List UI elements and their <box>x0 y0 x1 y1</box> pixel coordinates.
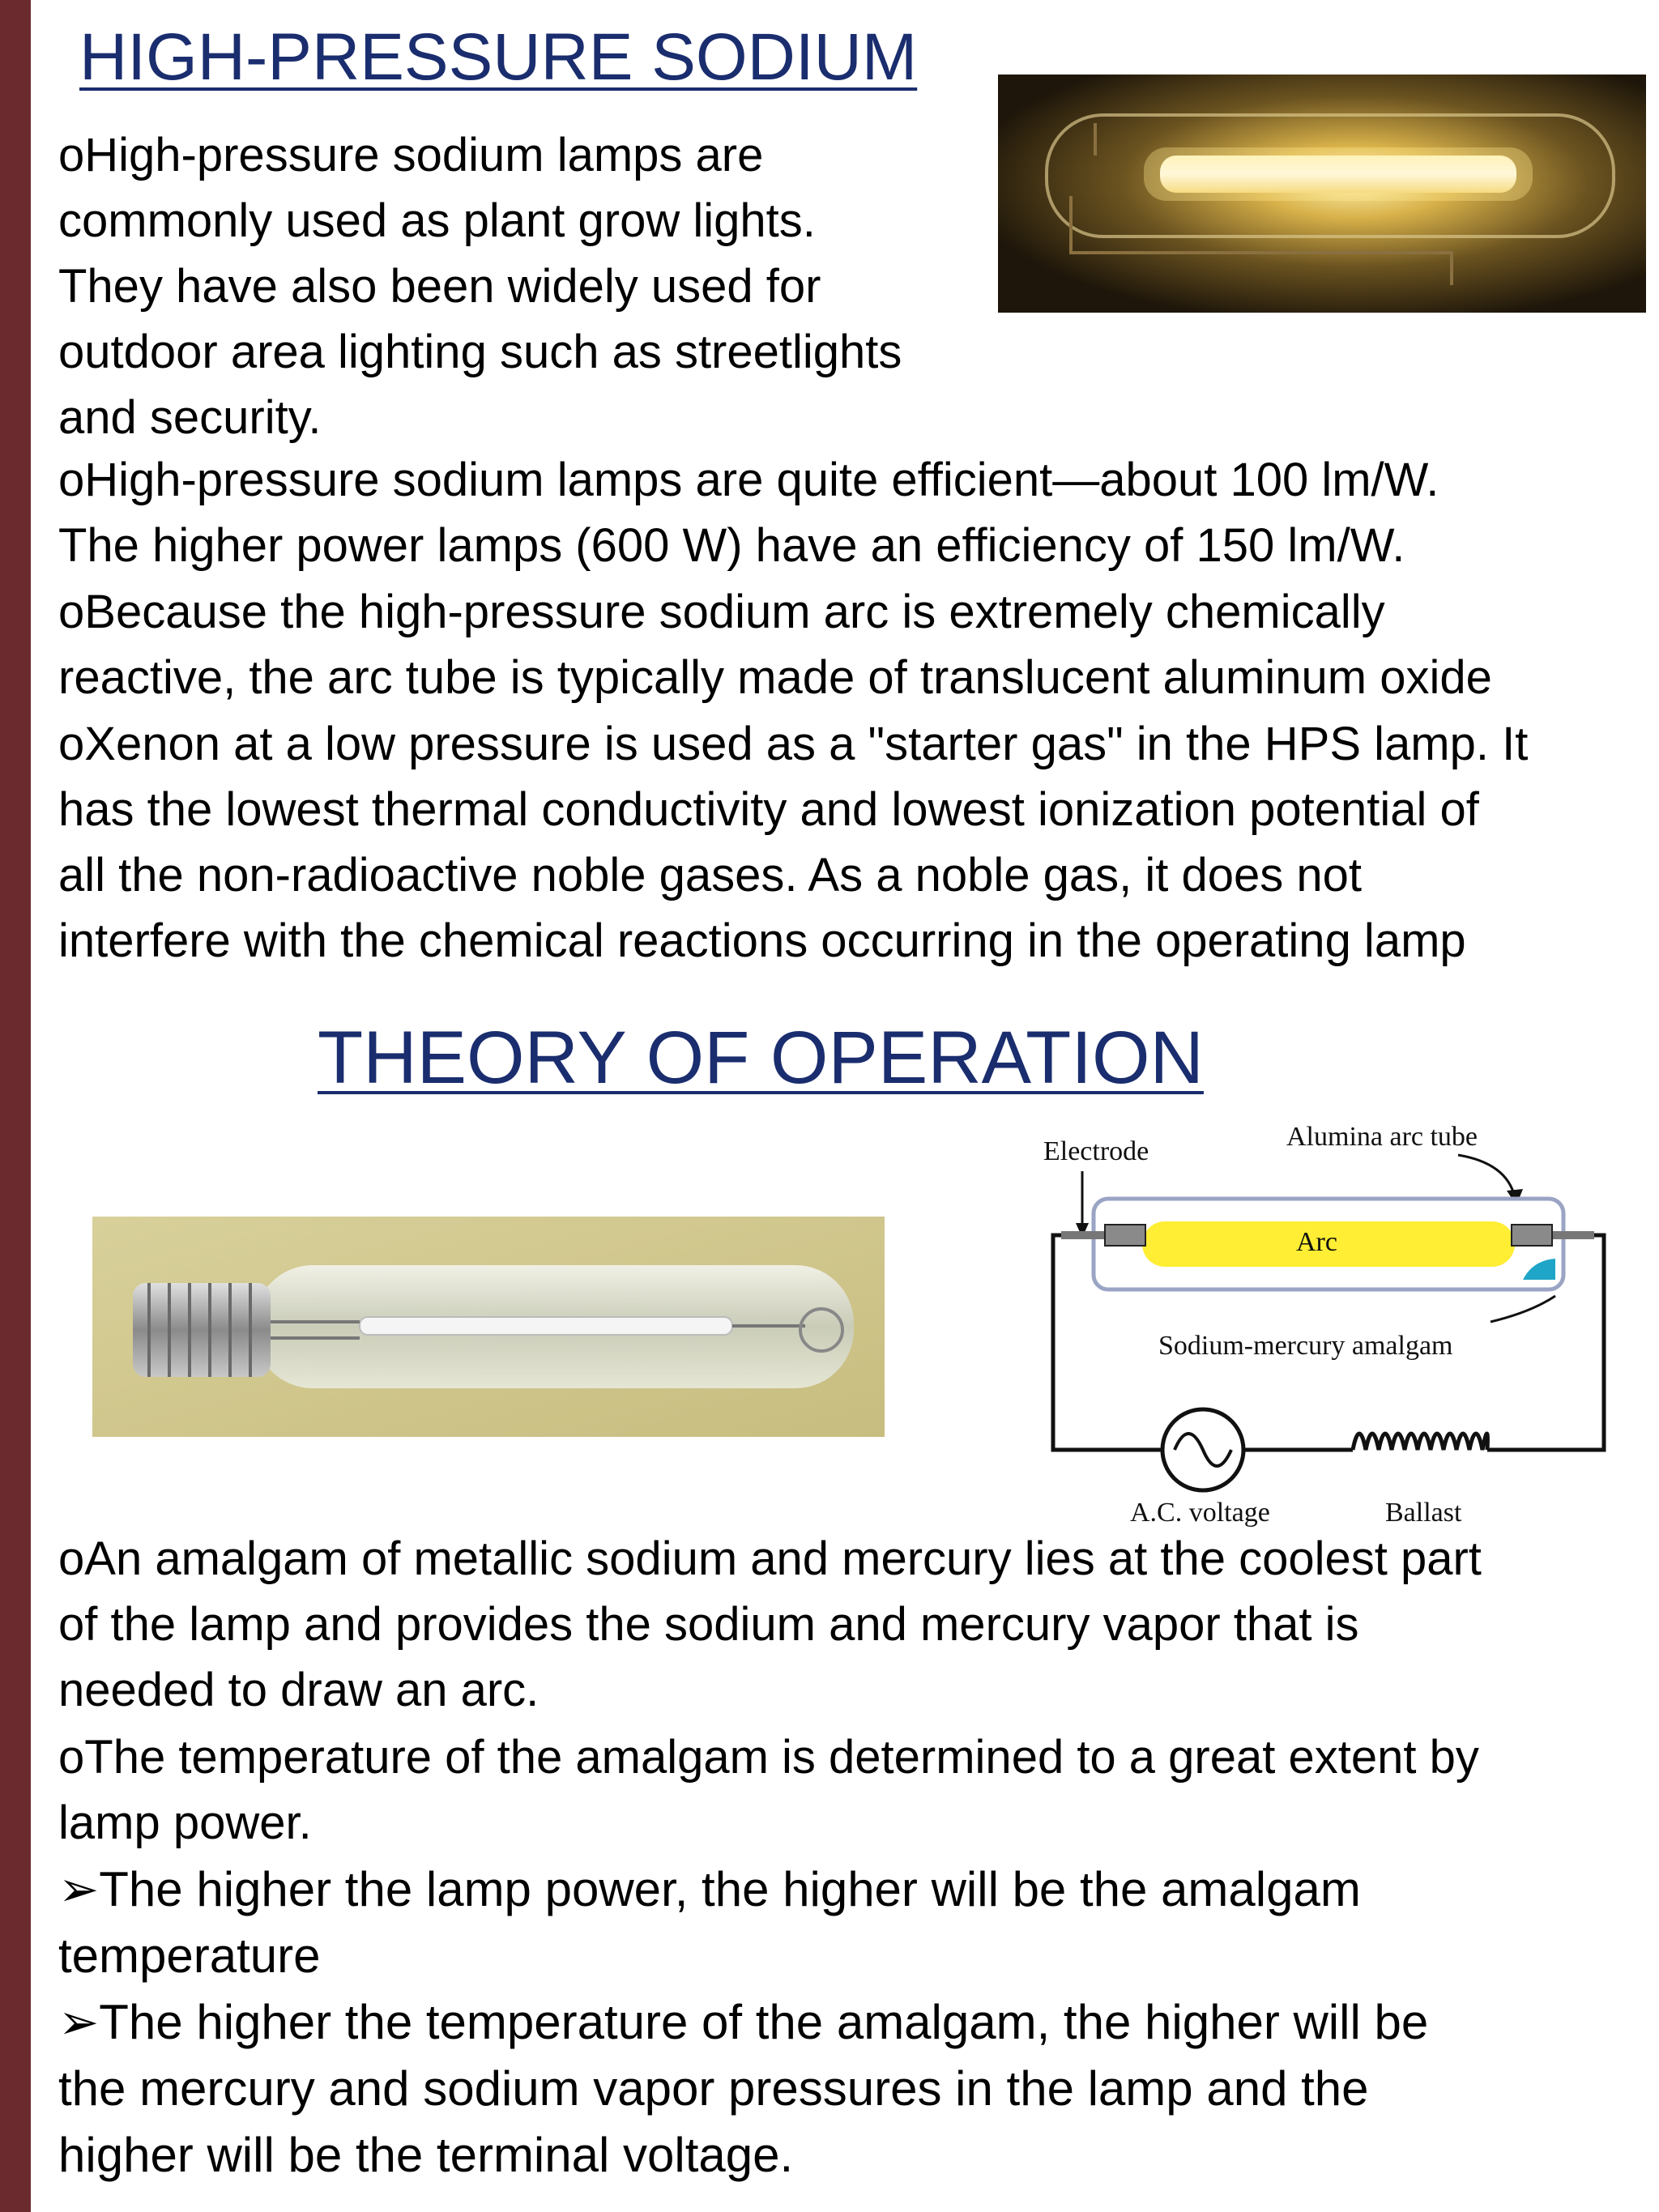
paragraph-line: The temperature of the amalgam is determined to a great extent by <box>84 1731 1479 1784</box>
paragraph-line: lamp power. <box>58 1796 312 1849</box>
paragraph-2 <box>58 447 1439 578</box>
page-title: HIGH-PRESSURE SODIUM <box>79 20 918 94</box>
section-title: THEORY OF OPERATION <box>318 1016 1204 1099</box>
arrow-point-1 <box>58 1856 1361 1989</box>
paragraph-line: all the non-radioactive noble gases. As a noble gas, it does not <box>58 849 1362 901</box>
paragraph-6 <box>58 1724 1479 1856</box>
paragraph-line: An amalgam of metallic sodium and mercury lies at the coolest part <box>84 1532 1482 1585</box>
paragraph-line: Xenon at a low pressure is used as a "starter gas" in the HPS lamp. It <box>84 718 1529 770</box>
paragraph-line: outdoor area lighting such as streetlights <box>58 326 902 378</box>
paragraph-4 <box>58 711 1528 974</box>
bullet: o <box>58 129 85 181</box>
arrow-bullet-icon: ➢ <box>58 1995 100 2049</box>
paragraph-line: and security. <box>58 391 322 444</box>
paragraph-line: the mercury and sodium vapor pressures in the lamp and the <box>58 2061 1369 2116</box>
paragraph-line: temperature <box>58 1929 321 1983</box>
paragraph-line: needed to draw an arc. <box>58 1664 539 1716</box>
right-lead <box>1550 1231 1594 1239</box>
bullet: o <box>58 454 85 506</box>
bullet: o <box>58 1731 85 1784</box>
paragraph-1 <box>58 122 902 450</box>
alumina-label: Alumina arc tube <box>1286 1122 1478 1152</box>
alumina-pointer <box>1458 1155 1515 1197</box>
bullet: o <box>58 1532 85 1585</box>
bullet: o <box>58 718 85 770</box>
paragraph-line: The higher the temperature of the amalgam, the higher will be <box>99 1995 1429 2049</box>
paragraph-line: The higher the lamp power, the higher will be the amalgam <box>99 1862 1361 1916</box>
ballast-coil-icon <box>1353 1434 1487 1450</box>
paragraph-line: of the lamp and provides the sodium and mercury vapor that is <box>58 1598 1359 1651</box>
arrow-point-2 <box>58 1989 1428 2189</box>
arc-label: Arc <box>1296 1227 1337 1257</box>
paragraph-line: High-pressure sodium lamps are <box>84 129 764 181</box>
left-electrode <box>1105 1225 1145 1246</box>
electrode-label: Electrode <box>1043 1136 1149 1166</box>
paragraph-line: High-pressure sodium lamps are quite efficient—about 100 lm/W. <box>84 454 1439 506</box>
paragraph-line: reactive, the arc tube is typically made of translucent aluminum oxide <box>58 651 1492 704</box>
paragraph-line: higher will be the terminal voltage. <box>58 2128 794 2182</box>
ac-voltage-label: A.C. voltage <box>1130 1498 1270 1528</box>
paragraph-line: The higher power lamps (600 W) have an efficiency of 150 lm/W. <box>58 519 1405 572</box>
arrow-bullet-icon: ➢ <box>58 1862 100 1916</box>
amalgam-pointer <box>1491 1296 1555 1322</box>
ballast-label: Ballast <box>1385 1498 1462 1528</box>
amalgam-label: Sodium-mercury amalgam <box>1158 1331 1453 1361</box>
left-accent-bar <box>0 0 31 2212</box>
hps-lamp-diagram <box>1037 1110 1620 1531</box>
left-lead <box>1061 1231 1105 1239</box>
paragraph-line: has the lowest thermal conductivity and lowest ionization potential of <box>58 783 1479 836</box>
glowing-lamp-photo <box>998 75 1646 313</box>
paragraph-line: Because the high-pressure sodium arc is extremely chemically <box>84 586 1385 638</box>
paragraph-line: commonly used as plant grow lights. <box>58 194 816 247</box>
unlit-lamp-photo <box>92 1217 885 1437</box>
paragraph-5 <box>58 1526 1482 1723</box>
paragraph-line: They have also been widely used for <box>58 260 821 313</box>
right-electrode <box>1512 1225 1552 1246</box>
paragraph-line: interfere with the chemical reactions occurring in the operating lamp <box>58 914 1466 967</box>
bullet: o <box>58 586 85 638</box>
paragraph-3 <box>58 579 1492 710</box>
